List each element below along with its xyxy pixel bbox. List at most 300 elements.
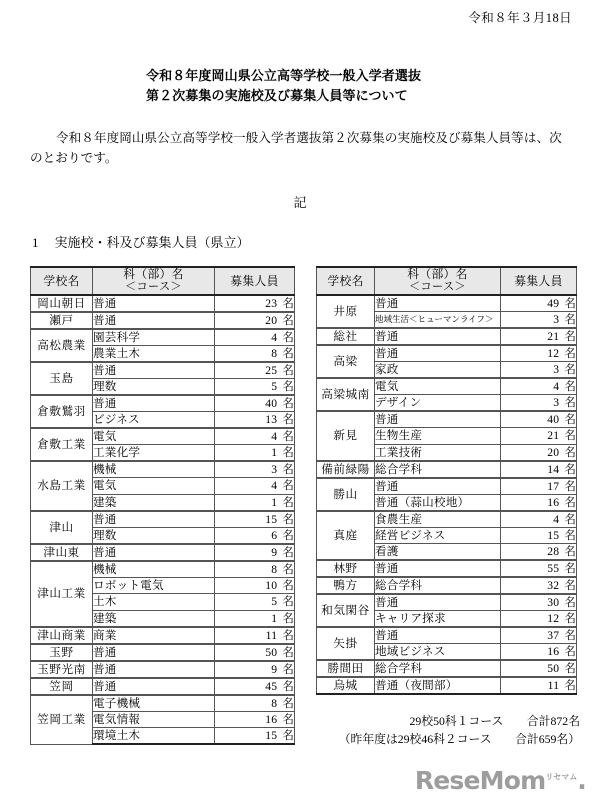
capacity-cell xyxy=(501,660,577,677)
capacity-unit: 名 xyxy=(282,545,294,559)
school-name-cell: 真庭 xyxy=(317,511,375,561)
resemom-logo xyxy=(415,768,586,793)
capacity-number: 11 xyxy=(547,679,560,692)
capacity-number: 9 xyxy=(271,545,278,559)
school-name-cell: 津山商業 xyxy=(31,627,93,644)
totals-previous-year: （昨年度は29校46科２コース 合計659名） xyxy=(338,732,580,746)
course-name-cell: 普通 xyxy=(93,544,215,561)
capacity-number: 4 xyxy=(271,430,278,443)
school-name-cell: 総社 xyxy=(317,328,375,345)
course-name-cell: ロボット電気 xyxy=(93,577,215,594)
capacity-number: 8 xyxy=(271,347,278,360)
capacity-unit: 名 xyxy=(282,364,294,377)
capacity-number: 50 xyxy=(265,645,278,659)
course-name-cell: 建築 xyxy=(93,610,215,627)
capacity-number: 16 xyxy=(547,495,560,509)
capacity-number: 21 xyxy=(547,330,560,343)
capacity-cell xyxy=(501,594,577,611)
school-name-cell: 鴨方 xyxy=(317,577,375,594)
table-row xyxy=(317,328,577,345)
capacity-unit: 名 xyxy=(282,611,294,625)
school-name-cell: 高梁 xyxy=(317,345,375,378)
capacity-cell xyxy=(215,527,295,544)
capacity-cell xyxy=(501,328,577,345)
capacity-unit: 名 xyxy=(564,495,576,509)
capacity-number: 4 xyxy=(271,479,278,493)
course-name-cell: 普通 xyxy=(375,295,501,312)
table-row xyxy=(317,627,577,644)
capacity-number: 16 xyxy=(265,712,278,726)
table-row xyxy=(317,378,577,395)
capacity-unit: 名 xyxy=(564,579,576,592)
table-row xyxy=(31,428,295,445)
table-row xyxy=(31,678,295,695)
intro-line-1: 令和８年度岡山県公立高等学校一般入学者選抜第２次募集の実施校及び募集人員等は、次 xyxy=(56,131,562,145)
capacity-unit: 名 xyxy=(282,380,294,393)
course-name-cell: デザイン xyxy=(375,395,501,412)
capacity-cell xyxy=(215,445,295,462)
capacity-cell xyxy=(215,412,295,429)
table-row xyxy=(31,295,295,312)
capacity-number: 10 xyxy=(265,578,278,592)
course-name-cell: 環境土木 xyxy=(93,728,215,745)
course-name-cell: 普通（夜間部） xyxy=(375,677,501,694)
school-name-cell: 笠岡工業 xyxy=(31,695,93,745)
table-row xyxy=(31,627,295,644)
school-name-cell: 瀬戸 xyxy=(31,312,93,329)
capacity-number: 1 xyxy=(271,495,278,509)
capacity-cell xyxy=(501,677,577,694)
header-course-main: 科（部）名 xyxy=(123,267,184,281)
school-name-cell: 烏城 xyxy=(317,677,375,694)
capacity-unit: 名 xyxy=(282,712,294,726)
capacity-number: 15 xyxy=(547,528,560,542)
capacity-number: 20 xyxy=(265,314,278,327)
capacity-number: 49 xyxy=(547,297,560,310)
school-name-cell: 倉敷工業 xyxy=(31,428,93,461)
course-name-cell: 普通 xyxy=(375,345,501,362)
capacity-unit: 名 xyxy=(564,512,576,526)
capacity-cell xyxy=(215,478,295,495)
capacity-cell xyxy=(215,678,295,695)
course-name-cell: 地域ビジネス xyxy=(375,644,501,661)
course-name-cell: 普通 xyxy=(375,594,501,611)
capacity-number: 4 xyxy=(553,512,560,526)
header-course-sub: ＜コース＞ xyxy=(409,281,466,293)
capacity-unit: 名 xyxy=(282,679,294,693)
right-table-header-row xyxy=(317,267,577,295)
capacity-unit: 名 xyxy=(564,363,576,376)
capacity-unit: 名 xyxy=(564,445,576,459)
capacity-cell xyxy=(215,610,295,627)
document-title xyxy=(0,66,600,106)
table-row xyxy=(317,478,577,495)
capacity-unit: 名 xyxy=(282,562,294,576)
course-name-cell: 電気情報 xyxy=(93,711,215,728)
course-name-cell: 工業技術 xyxy=(375,444,501,461)
capacity-unit: 名 xyxy=(282,528,294,542)
school-name-cell: 津山東 xyxy=(31,544,93,561)
capacity-number: 4 xyxy=(271,331,278,344)
capacity-number: 5 xyxy=(271,595,278,609)
capacity-unit: 名 xyxy=(564,596,576,609)
left-school-table-wrapper xyxy=(30,266,294,745)
course-name-cell: 普通 xyxy=(93,295,215,312)
capacity-unit: 名 xyxy=(564,429,576,443)
capacity-cell xyxy=(501,345,577,362)
capacity-cell xyxy=(501,560,577,577)
capacity-number: 30 xyxy=(547,596,560,609)
table-row xyxy=(317,660,577,677)
school-name-cell: 玉島 xyxy=(31,362,93,395)
school-name-cell: 新見 xyxy=(317,411,375,461)
course-name-cell: 電子機械 xyxy=(93,695,215,712)
capacity-number: 4 xyxy=(553,380,560,393)
capacity-cell xyxy=(501,611,577,628)
capacity-unit: 名 xyxy=(564,662,576,675)
school-name-cell: 高松農業 xyxy=(31,329,93,362)
section-title: 実施校・科及び募集人員（県立） xyxy=(54,235,250,250)
course-name-cell: 普通 xyxy=(93,312,215,329)
capacity-unit: 名 xyxy=(564,396,576,409)
course-name-cell: 普通 xyxy=(93,362,215,379)
capacity-number: 23 xyxy=(265,297,278,310)
intro-paragraph xyxy=(30,128,575,168)
course-name-cell: 普通（蒜山校地） xyxy=(375,494,501,511)
course-name-cell: 電気 xyxy=(93,478,215,495)
left-school-table xyxy=(30,266,295,745)
school-name-cell: 玉野光南 xyxy=(31,661,93,678)
capacity-cell xyxy=(501,444,577,461)
school-name-cell: 岡山朝日 xyxy=(31,295,93,312)
capacity-unit: 名 xyxy=(564,562,576,575)
capacity-number: 37 xyxy=(547,629,560,642)
header-course-main: 科（部）名 xyxy=(407,267,468,281)
course-name-cell: 機械 xyxy=(93,461,215,478)
capacity-unit: 名 xyxy=(564,612,576,625)
capacity-unit: 名 xyxy=(282,347,294,360)
course-name-cell: 普通 xyxy=(375,411,501,428)
school-name-cell: 笠岡 xyxy=(31,678,93,695)
course-name-cell: 普通 xyxy=(375,560,501,577)
table-row xyxy=(31,329,295,346)
capacity-cell xyxy=(501,478,577,495)
course-name-cell: 園芸科学 xyxy=(93,329,215,346)
table-row xyxy=(31,395,295,412)
totals-current-year: 29校50科１コース 合計872名 xyxy=(409,714,580,728)
capacity-number: 40 xyxy=(547,413,560,426)
capacity-unit: 名 xyxy=(282,331,294,344)
logo-text: ReseMom xyxy=(414,766,546,795)
section-number: 1 xyxy=(32,235,39,250)
course-name-cell: 普通 xyxy=(93,661,215,678)
capacity-number: 12 xyxy=(547,347,560,360)
table-row xyxy=(317,677,577,694)
capacity-number: 16 xyxy=(547,645,560,658)
header-course-sub: ＜コース＞ xyxy=(125,281,182,293)
capacity-cell xyxy=(501,511,577,528)
capacity-number: 11 xyxy=(265,628,278,642)
totals-summary xyxy=(300,712,580,748)
document-title-line-1: 令和８年度岡山県公立高等学校一般入学者選抜 xyxy=(146,68,422,83)
school-name-cell: 津山 xyxy=(31,511,93,544)
capacity-number: 20 xyxy=(547,445,560,459)
capacity-number: 15 xyxy=(265,729,278,742)
course-name-cell: 経営ビジネス xyxy=(375,527,501,544)
table-row xyxy=(317,577,577,594)
school-name-cell: 高梁城南 xyxy=(317,378,375,411)
capacity-unit: 名 xyxy=(564,645,576,658)
capacity-cell xyxy=(215,494,295,511)
capacity-number: 15 xyxy=(265,512,278,526)
header-school-name: 学校名 xyxy=(317,267,375,295)
school-name-cell: 津山工業 xyxy=(31,561,93,627)
table-row xyxy=(31,695,295,712)
capacity-cell xyxy=(215,661,295,678)
course-name-cell: 工業化学 xyxy=(93,445,215,462)
capacity-number: 25 xyxy=(265,364,278,377)
capacity-unit: 名 xyxy=(282,578,294,592)
course-name-cell: 機械 xyxy=(93,561,215,578)
capacity-cell xyxy=(215,428,295,445)
capacity-cell xyxy=(215,379,295,396)
capacity-number: 14 xyxy=(547,462,560,476)
capacity-unit: 名 xyxy=(282,413,294,426)
capacity-cell xyxy=(215,544,295,561)
course-name-cell: 理数 xyxy=(93,527,215,544)
course-name-cell: 普通 xyxy=(375,328,501,345)
capacity-unit: 名 xyxy=(564,313,576,326)
table-row xyxy=(31,644,295,661)
capacity-cell xyxy=(501,644,577,661)
capacity-unit: 名 xyxy=(564,462,576,476)
capacity-cell xyxy=(501,627,577,644)
school-name-cell: 玉野 xyxy=(31,644,93,661)
capacity-unit: 名 xyxy=(282,662,294,676)
capacity-unit: 名 xyxy=(282,645,294,659)
capacity-cell xyxy=(215,594,295,611)
left-table-header-row xyxy=(31,267,295,295)
course-name-cell: 生物生産 xyxy=(375,428,501,445)
document-date: 令和８年３月18日 xyxy=(468,11,572,25)
capacity-unit: 名 xyxy=(282,314,294,327)
logo-dot: . xyxy=(577,766,586,795)
course-name-cell: 電気 xyxy=(93,428,215,445)
capacity-cell xyxy=(501,428,577,445)
school-name-cell: 和気閑谷 xyxy=(317,594,375,627)
course-name-cell: ビジネス xyxy=(93,412,215,429)
capacity-cell xyxy=(501,577,577,594)
school-name-cell: 勝間田 xyxy=(317,660,375,677)
capacity-cell xyxy=(501,544,577,561)
table-row xyxy=(317,461,577,478)
capacity-unit: 名 xyxy=(282,446,294,459)
table-row xyxy=(317,295,577,312)
table-row xyxy=(31,661,295,678)
capacity-number: 8 xyxy=(271,696,278,710)
course-name-cell: 農業土木 xyxy=(93,346,215,363)
school-name-cell: 水島工業 xyxy=(31,461,93,511)
capacity-unit: 名 xyxy=(564,479,576,493)
capacity-unit: 名 xyxy=(282,696,294,710)
capacity-number: 8 xyxy=(271,562,278,576)
capacity-unit: 名 xyxy=(282,595,294,609)
capacity-cell xyxy=(215,577,295,594)
school-name-cell: 林野 xyxy=(317,560,375,577)
table-row xyxy=(31,511,295,528)
ki-mark: 記 xyxy=(293,195,307,210)
course-name-cell: 総合学科 xyxy=(375,660,501,677)
capacity-cell xyxy=(215,312,295,329)
course-name-cell: 食農生産 xyxy=(375,511,501,528)
capacity-number: 45 xyxy=(265,679,278,693)
course-name-cell: 普通 xyxy=(93,511,215,528)
course-name-cell: 商業 xyxy=(93,627,215,644)
table-row xyxy=(317,345,577,362)
course-name-cell: 看護 xyxy=(375,544,501,561)
capacity-unit: 名 xyxy=(564,347,576,360)
capacity-unit: 名 xyxy=(282,628,294,642)
capacity-cell xyxy=(215,329,295,346)
capacity-cell xyxy=(501,461,577,478)
course-name-cell: 普通 xyxy=(375,478,501,495)
capacity-unit: 名 xyxy=(564,528,576,542)
capacity-number: 28 xyxy=(547,545,560,558)
course-name-cell: 建築 xyxy=(93,494,215,511)
right-table-head xyxy=(317,267,577,295)
course-name-cell: 地域生活＜ヒューマンライフ＞ xyxy=(375,312,501,329)
capacity-unit: 名 xyxy=(282,463,294,476)
capacity-cell xyxy=(501,312,577,329)
capacity-number: 6 xyxy=(271,528,278,542)
table-row xyxy=(31,312,295,329)
capacity-unit: 名 xyxy=(564,545,576,558)
capacity-cell xyxy=(215,395,295,412)
course-name-cell: 普通 xyxy=(93,395,215,412)
capacity-cell xyxy=(215,295,295,312)
capacity-unit: 名 xyxy=(282,479,294,493)
capacity-cell xyxy=(215,695,295,712)
left-table-body xyxy=(31,295,295,744)
capacity-number: 9 xyxy=(271,662,278,676)
capacity-unit: 名 xyxy=(564,679,576,692)
document-title-line-2: 第２次募集の実施校及び募集人員等について xyxy=(146,88,408,103)
course-name-cell: 家政 xyxy=(375,362,501,379)
capacity-cell xyxy=(215,644,295,661)
capacity-cell xyxy=(215,346,295,363)
table-row xyxy=(317,560,577,577)
right-table-body xyxy=(317,295,577,694)
logo-ruby: リセマム xyxy=(545,772,578,782)
table-row xyxy=(317,411,577,428)
capacity-cell xyxy=(215,561,295,578)
capacity-number: 3 xyxy=(553,313,560,326)
course-name-cell: 普通 xyxy=(93,678,215,695)
capacity-number: 3 xyxy=(271,463,278,476)
table-row xyxy=(31,544,295,561)
header-capacity: 募集人員 xyxy=(215,267,295,295)
section-heading xyxy=(32,232,250,251)
capacity-unit: 名 xyxy=(282,495,294,509)
course-name-cell: 普通 xyxy=(375,627,501,644)
table-row xyxy=(31,362,295,379)
capacity-cell xyxy=(501,378,577,395)
right-school-table xyxy=(316,266,577,695)
capacity-unit: 名 xyxy=(564,297,576,310)
school-name-cell: 勝山 xyxy=(317,478,375,511)
capacity-unit: 名 xyxy=(564,629,576,642)
school-name-cell: 倉敷鷲羽 xyxy=(31,395,93,428)
capacity-unit: 名 xyxy=(282,512,294,526)
header-capacity: 募集人員 xyxy=(501,267,577,295)
course-name-cell: 土木 xyxy=(93,594,215,611)
table-row xyxy=(317,594,577,611)
capacity-number: 50 xyxy=(547,662,560,675)
capacity-cell xyxy=(215,511,295,528)
capacity-cell xyxy=(501,395,577,412)
capacity-number: 12 xyxy=(547,612,560,625)
school-name-cell: 井原 xyxy=(317,295,375,328)
header-school-name: 学校名 xyxy=(31,267,93,295)
capacity-cell xyxy=(215,461,295,478)
capacity-number: 3 xyxy=(553,396,560,409)
capacity-number: 17 xyxy=(547,479,560,493)
capacity-cell xyxy=(501,411,577,428)
header-course-name xyxy=(93,267,215,295)
intro-line-2: のとおりです。 xyxy=(30,151,118,165)
capacity-unit: 名 xyxy=(282,729,294,742)
capacity-number: 1 xyxy=(271,446,278,459)
capacity-unit: 名 xyxy=(282,430,294,443)
capacity-number: 5 xyxy=(271,380,278,393)
capacity-cell xyxy=(501,362,577,379)
capacity-number: 21 xyxy=(547,429,560,443)
school-name-cell: 矢掛 xyxy=(317,627,375,660)
capacity-number: 13 xyxy=(265,413,278,426)
capacity-unit: 名 xyxy=(282,397,294,410)
capacity-unit: 名 xyxy=(564,330,576,343)
capacity-cell xyxy=(501,494,577,511)
capacity-unit: 名 xyxy=(564,413,576,426)
capacity-cell xyxy=(215,711,295,728)
capacity-cell xyxy=(215,627,295,644)
header-course-name xyxy=(375,267,501,295)
capacity-unit: 名 xyxy=(282,297,294,310)
course-name-cell: 総合学科 xyxy=(375,461,501,478)
capacity-number: 32 xyxy=(547,579,560,592)
course-name-cell: キャリア探求 xyxy=(375,611,501,628)
capacity-number: 40 xyxy=(265,397,278,410)
capacity-cell xyxy=(501,295,577,312)
capacity-number: 55 xyxy=(547,562,560,575)
capacity-cell xyxy=(501,527,577,544)
capacity-number: 1 xyxy=(271,611,278,625)
course-name-cell: 理数 xyxy=(93,379,215,396)
course-name-cell: 電気 xyxy=(375,378,501,395)
right-school-table-wrapper xyxy=(316,266,576,695)
course-name-cell: 普通 xyxy=(93,644,215,661)
table-row xyxy=(317,511,577,528)
school-name-cell: 備前緑陽 xyxy=(317,461,375,478)
capacity-cell xyxy=(215,728,295,745)
capacity-number: 3 xyxy=(553,363,560,376)
capacity-cell xyxy=(215,362,295,379)
course-name-cell: 総合学科 xyxy=(375,577,501,594)
left-table-head xyxy=(31,267,295,295)
table-row xyxy=(31,561,295,578)
table-row xyxy=(31,461,295,478)
capacity-unit: 名 xyxy=(564,380,576,393)
